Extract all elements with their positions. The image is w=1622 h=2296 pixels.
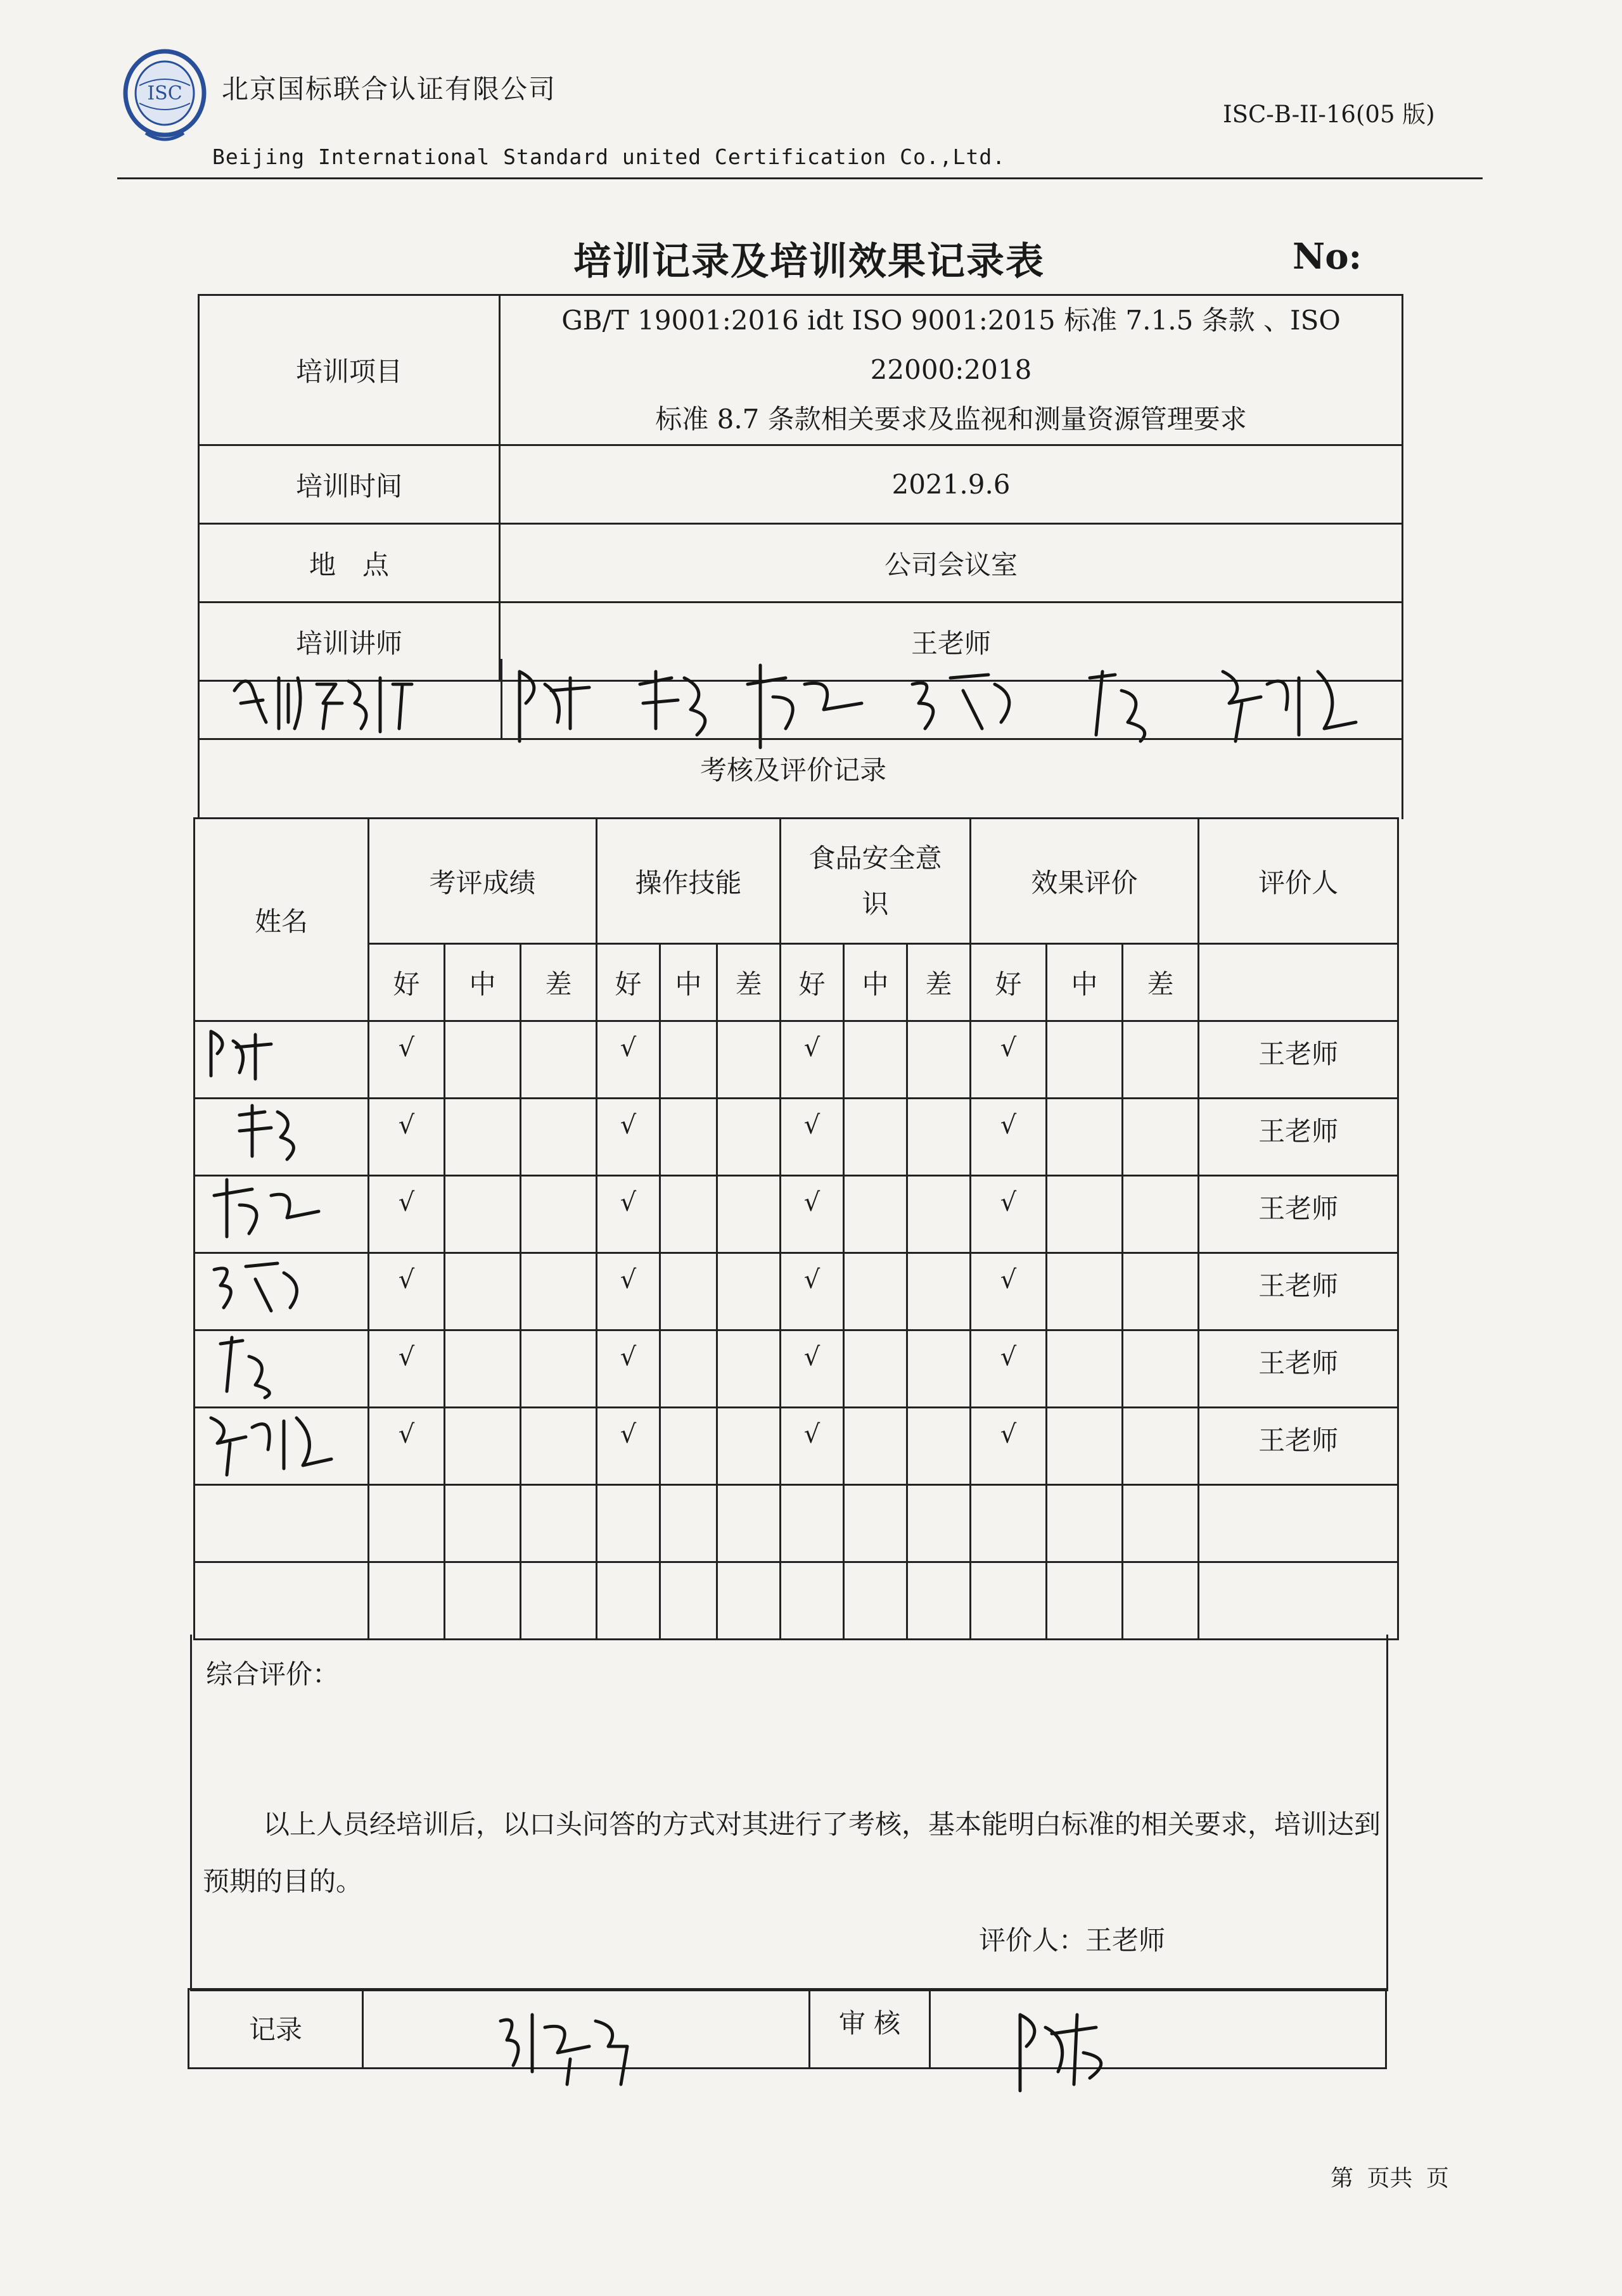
grade-check-cell: √: [369, 1330, 445, 1408]
grade-check-cell: [445, 1408, 521, 1485]
group-header-score: 考评成绩: [369, 819, 597, 944]
grade-check-cell: [1123, 1176, 1199, 1253]
trainee-name-signature: [195, 1253, 369, 1330]
grade-check-cell: [907, 1021, 971, 1099]
training-time-value: 2021.9.6: [500, 445, 1403, 524]
table-row: [195, 1408, 1398, 1485]
group-header-effect: 效果评价: [971, 819, 1199, 944]
grade-check-cell: [1123, 1021, 1199, 1099]
evaluator-header: 评价人: [1199, 819, 1398, 944]
handwritten-name: [201, 1405, 354, 1481]
grade-check-cell: [660, 1176, 717, 1253]
grade-check-cell: [907, 1408, 971, 1485]
grade-check-cell: √: [781, 1176, 844, 1253]
handwritten-name: [201, 1251, 354, 1327]
grade-check-cell: [907, 1330, 971, 1408]
training-project-line2: 标准 8.7 条款相关要求及监视和测量资源管理要求: [655, 404, 1247, 435]
grade-poor: 差: [907, 944, 971, 1021]
grade-check-cell: [445, 1099, 521, 1176]
grade-check-cell: [844, 1099, 907, 1176]
trainer-value: 王老师: [500, 603, 1403, 681]
grade-good: 好: [369, 944, 445, 1021]
summary-title: 综合评价：: [206, 1659, 340, 1690]
trainee-name-signature: [195, 1099, 369, 1176]
grade-check-cell: [660, 1099, 717, 1176]
grade-check-cell: [717, 1253, 781, 1330]
review-signature: [1007, 2002, 1121, 2097]
grade-check-cell: √: [781, 1408, 844, 1485]
table-row: [195, 1021, 1398, 1099]
grade-check-cell: √: [971, 1330, 1047, 1408]
name-header: 姓名: [195, 819, 369, 1021]
table-row: [195, 1253, 1398, 1330]
grade-check-cell: √: [369, 1253, 445, 1330]
grade-check-cell: [1047, 1099, 1123, 1176]
grade-check-cell: [717, 1176, 781, 1253]
grade-check-cell: [521, 1330, 597, 1408]
group-header-food-safety: [781, 819, 971, 944]
handwritten-name: [201, 1173, 354, 1249]
grade-check-cell: [717, 1408, 781, 1485]
grade-check-cell: [445, 1253, 521, 1330]
header-divider: [117, 177, 1483, 179]
grade-check-cell: √: [597, 1330, 660, 1408]
training-info-table: [198, 294, 1403, 682]
grade-poor: 差: [717, 944, 781, 1021]
document-code: ISC-B-II-16(05 版): [1223, 101, 1435, 128]
grade-check-cell: [1047, 1021, 1123, 1099]
location-label: 地 点: [199, 524, 500, 603]
grade-check-cell: [660, 1021, 717, 1099]
evaluator-cell: 王老师: [1199, 1408, 1398, 1485]
grade-check-cell: [1047, 1253, 1123, 1330]
table-row: [195, 1099, 1398, 1176]
grade-check-cell: [521, 1021, 597, 1099]
record-label: 记录: [189, 1989, 363, 2069]
grade-check-cell: √: [971, 1099, 1047, 1176]
group-header-skill: 操作技能: [597, 819, 781, 944]
location-value: 公司会议室: [500, 524, 1403, 603]
training-project-line1: GB/T 19001:2016 idt ISO 9001:2015 标准 7.1.5 条款 、ISO 22000:2018: [561, 305, 1341, 385]
grade-good: 好: [781, 944, 844, 1021]
grade-check-cell: √: [369, 1176, 445, 1253]
evaluator-cell: 王老师: [1199, 1021, 1398, 1099]
grade-poor: 差: [1123, 944, 1199, 1021]
evaluator-cell: 王老师: [1199, 1176, 1398, 1253]
summary-text: 以上人员经培训后，以口头问答的方式对其进行了考核，基本能明白标准的相关要求，培训达到预期的目的。: [203, 1809, 1381, 1897]
grade-check-cell: [445, 1021, 521, 1099]
trainee-name-signature: [195, 1408, 369, 1485]
grade-check-cell: √: [597, 1176, 660, 1253]
training-time-label: 培训时间: [199, 445, 500, 524]
handwritten-name: [201, 1096, 354, 1172]
grade-check-cell: √: [971, 1176, 1047, 1253]
page-counter: 第 页共 页: [1331, 2165, 1449, 2191]
trainee-name-signature: [195, 1176, 369, 1253]
form-title: 培训记录及培训效果记录表: [573, 239, 1045, 284]
grade-check-cell: [521, 1408, 597, 1485]
trainer-label: 培训讲师: [199, 603, 500, 681]
handwritten-name: [201, 1019, 354, 1095]
grade-check-cell: √: [781, 1330, 844, 1408]
empty-row: [195, 1485, 1398, 1562]
grade-check-cell: √: [781, 1253, 844, 1330]
grade-check-cell: √: [597, 1021, 660, 1099]
grade-check-cell: [907, 1253, 971, 1330]
grade-check-cell: [1123, 1253, 1199, 1330]
company-logo: [120, 48, 209, 149]
grade-check-cell: √: [781, 1021, 844, 1099]
grade-check-cell: √: [597, 1253, 660, 1330]
grade-check-cell: [660, 1330, 717, 1408]
grade-check-cell: √: [597, 1408, 660, 1485]
grade-check-cell: [521, 1253, 597, 1330]
grade-check-cell: [660, 1253, 717, 1330]
grade-good: 好: [971, 944, 1047, 1021]
grade-check-cell: [1047, 1330, 1123, 1408]
grade-check-cell: [521, 1176, 597, 1253]
table-row: [195, 1330, 1398, 1408]
svg-text:ISC: ISC: [147, 82, 182, 105]
evaluator-cell: 王老师: [1199, 1099, 1398, 1176]
company-name-cn: 北京国标联合认证有限公司: [222, 73, 557, 105]
grade-medium: 中: [445, 944, 521, 1021]
training-project-label: 培训项目: [199, 295, 500, 445]
record-signature: [488, 2002, 646, 2091]
evaluator-cell: 王老师: [1199, 1330, 1398, 1408]
grade-check-cell: √: [597, 1099, 660, 1176]
review-label: 审 核: [810, 1989, 930, 2069]
grade-check-cell: [521, 1099, 597, 1176]
grade-check-cell: [660, 1408, 717, 1485]
evaluation-section-title-row: [198, 738, 1403, 819]
company-name-en: Beijing International Standard united Certification Co.,Ltd.: [212, 144, 1006, 169]
grade-check-cell: [844, 1176, 907, 1253]
grade-check-cell: [844, 1408, 907, 1485]
grade-check-cell: [445, 1176, 521, 1253]
grade-check-cell: [907, 1176, 971, 1253]
grade-check-cell: [1123, 1408, 1199, 1485]
grade-check-cell: √: [369, 1099, 445, 1176]
grade-check-cell: √: [369, 1021, 445, 1099]
grade-check-cell: [1047, 1176, 1123, 1253]
grade-check-cell: √: [781, 1099, 844, 1176]
grade-check-cell: [717, 1021, 781, 1099]
signin-row-frame: [198, 659, 1403, 738]
grade-check-cell: [717, 1099, 781, 1176]
grade-check-cell: [1123, 1330, 1199, 1408]
grade-check-cell: √: [369, 1408, 445, 1485]
evaluation-rows: [195, 1021, 1398, 1485]
grade-check-cell: √: [971, 1253, 1047, 1330]
grade-check-cell: √: [971, 1408, 1047, 1485]
trainee-name-signature: [195, 1021, 369, 1099]
grade-medium: 中: [1047, 944, 1123, 1021]
grade-poor: 差: [521, 944, 597, 1021]
trainee-name-signature: [195, 1330, 369, 1408]
training-project-value: [500, 295, 1403, 445]
evaluation-section-title: 考核及评价记录: [700, 755, 887, 786]
empty-row: [195, 1562, 1398, 1640]
grade-check-cell: [844, 1330, 907, 1408]
grade-check-cell: [717, 1330, 781, 1408]
evaluation-table: [193, 817, 1399, 1640]
handwritten-name: [201, 1328, 354, 1404]
group-header-food-safety-text: 食品安全意识: [808, 842, 942, 919]
sign-off-table: [188, 1988, 1387, 2069]
grade-check-cell: [1047, 1408, 1123, 1485]
summary-evaluator: 评价人：王老师: [979, 1925, 1166, 1956]
table-row: [195, 1176, 1398, 1253]
grade-check-cell: √: [971, 1021, 1047, 1099]
grade-empty: [1199, 944, 1398, 1021]
grade-check-cell: [445, 1330, 521, 1408]
evaluator-cell: 王老师: [1199, 1253, 1398, 1330]
grade-good: 好: [597, 944, 660, 1021]
grade-check-cell: [844, 1253, 907, 1330]
grade-medium: 中: [844, 944, 907, 1021]
review-signature-cell: [930, 1989, 1386, 2069]
form-number-label: No:: [1293, 236, 1362, 277]
grade-check-cell: [1123, 1099, 1199, 1176]
grade-medium: 中: [660, 944, 717, 1021]
grade-check-cell: [907, 1099, 971, 1176]
grade-check-cell: [844, 1021, 907, 1099]
